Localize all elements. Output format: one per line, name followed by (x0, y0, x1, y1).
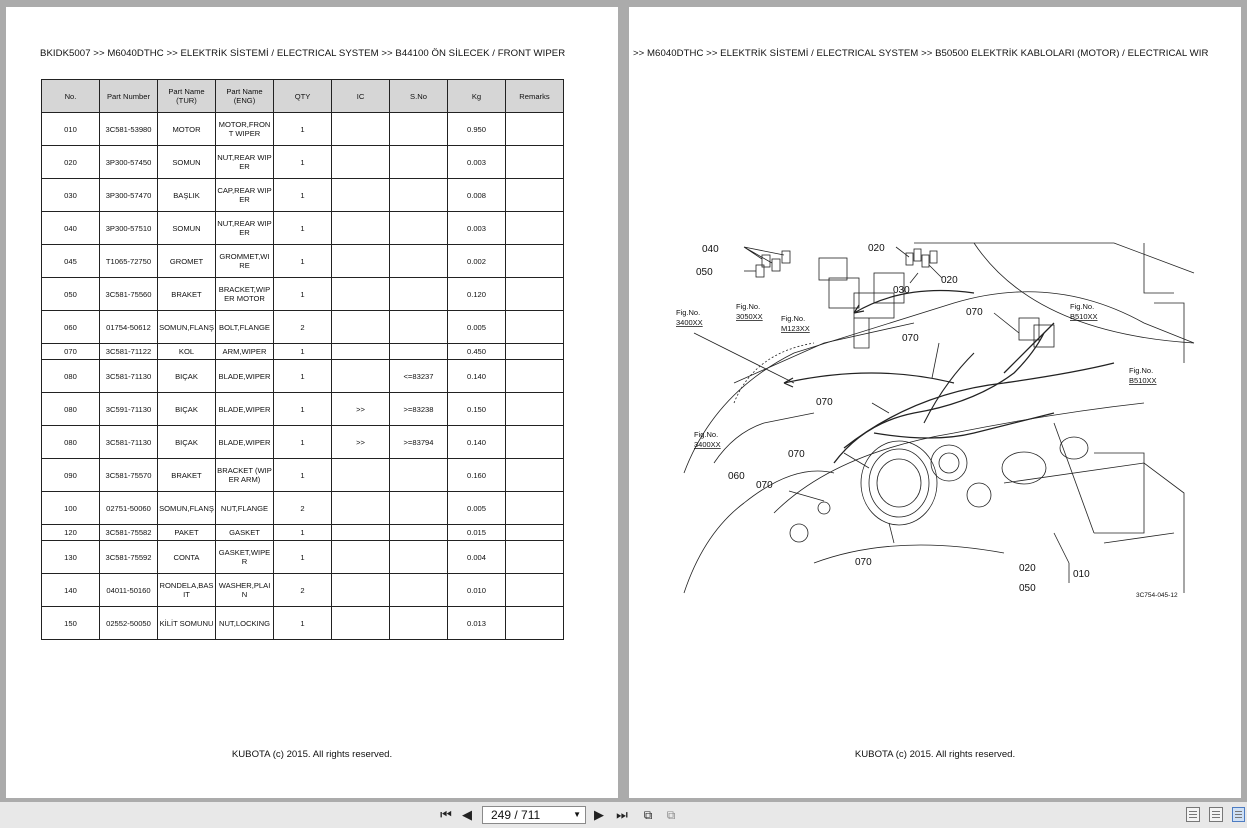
table-cell-eng: BRACKET (WIPER ARM) (216, 459, 274, 492)
table-cell-qty: 1 (274, 113, 332, 146)
callout-label: 070 (855, 557, 872, 568)
table-cell-ic (332, 212, 390, 245)
figure-code: 3C754-045-12 (1136, 592, 1178, 599)
table-cell-kg: 0.160 (448, 459, 506, 492)
table-cell-part: 04011-50160 (100, 574, 158, 607)
table-cell-part: 3P300-57450 (100, 146, 158, 179)
svg-text:Fig.No.: Fig.No. (1070, 302, 1095, 311)
table-cell-part: 3C581-53980 (100, 113, 158, 146)
table-cell-kg: 0.140 (448, 426, 506, 459)
table-cell-tur: SOMUN,FLANŞ (158, 492, 216, 525)
table-row (42, 311, 564, 344)
table-cell-ic (332, 459, 390, 492)
table-cell-ic (332, 179, 390, 212)
table-row (42, 525, 564, 541)
callout-label: 050 (696, 267, 713, 278)
table-cell-sno (390, 278, 448, 311)
last-page-icon[interactable]: ⏭ (616, 807, 628, 822)
table-cell-rem (506, 426, 564, 459)
table-cell-part: 3C581-71130 (100, 360, 158, 393)
table-cell-no: 030 (42, 179, 100, 212)
table-cell-sno (390, 344, 448, 360)
table-cell-sno: <=83237 (390, 360, 448, 393)
table-cell-part: 3C581-75570 (100, 459, 158, 492)
table-row (42, 426, 564, 459)
column-header: Part Name (TUR) (158, 80, 216, 113)
table-cell-eng: GASKET (216, 525, 274, 541)
svg-text:Fig.No.: Fig.No. (736, 302, 761, 311)
next-page-icon[interactable]: ▶ (594, 807, 604, 822)
table-cell-sno (390, 311, 448, 344)
table-row (42, 179, 564, 212)
table-cell-sno (390, 245, 448, 278)
right-page (629, 7, 1241, 798)
table-cell-kg: 0.450 (448, 344, 506, 360)
table-cell-kg: 0.150 (448, 393, 506, 426)
table-cell-rem (506, 459, 564, 492)
table-cell-part: 3P300-57470 (100, 179, 158, 212)
column-header: S.No (390, 80, 448, 113)
table-cell-no: 080 (42, 360, 100, 393)
table-cell-kg: 0.002 (448, 245, 506, 278)
table-cell-tur: RONDELA,BASIT (158, 574, 216, 607)
table-cell-kg: 0.013 (448, 607, 506, 640)
table-cell-tur: KOL (158, 344, 216, 360)
table-cell-no: 045 (42, 245, 100, 278)
table-cell-rem (506, 574, 564, 607)
table-cell-tur: SOMUN,FLANŞ (158, 311, 216, 344)
callout-label: 070 (966, 307, 983, 318)
table-cell-ic (332, 278, 390, 311)
table-cell-eng: NUT,FLANGE (216, 492, 274, 525)
table-cell-no: 080 (42, 426, 100, 459)
column-header: QTY (274, 80, 332, 113)
callout-label: 020 (1019, 563, 1036, 574)
table-cell-qty: 2 (274, 492, 332, 525)
table-row (42, 146, 564, 179)
two-page-view-icon[interactable] (1232, 807, 1245, 822)
table-cell-qty: 1 (274, 344, 332, 360)
breadcrumb: >> M6040DTHC >> ELEKTRİK SİSTEMİ / ELECTRICAL SYSTEM >> B50500 ELEKTRİK KABLOLARI (MOTOR) / ELECTRICAL WIR (633, 48, 1209, 59)
table-cell-eng: BOLT,FLANGE (216, 311, 274, 344)
table-cell-ic (332, 113, 390, 146)
table-cell-eng: ARM,WIPER (216, 344, 274, 360)
parts-table (41, 79, 564, 640)
table-cell-no: 070 (42, 344, 100, 360)
table-cell-ic (332, 541, 390, 574)
callout-label: 070 (788, 449, 805, 460)
table-cell-ic (332, 607, 390, 640)
table-cell-sno (390, 607, 448, 640)
copy-icon[interactable]: ⧉ (666, 808, 676, 822)
table-cell-kg: 0.004 (448, 541, 506, 574)
table-cell-qty: 2 (274, 311, 332, 344)
table-cell-kg: 0.003 (448, 146, 506, 179)
callout-label: 070 (756, 480, 773, 491)
table-cell-rem (506, 113, 564, 146)
table-cell-tur: BIÇAK (158, 360, 216, 393)
table-cell-tur: SOMUN (158, 146, 216, 179)
table-cell-eng: GASKET,WIPER (216, 541, 274, 574)
svg-text:B510XX: B510XX (1129, 376, 1157, 385)
column-header: Part Number (100, 80, 158, 113)
table-cell-tur: BRAKET (158, 459, 216, 492)
table-cell-rem (506, 607, 564, 640)
table-cell-eng: BLADE,WIPER (216, 426, 274, 459)
table-cell-rem (506, 311, 564, 344)
table-cell-sno (390, 525, 448, 541)
table-cell-tur: BRAKET (158, 278, 216, 311)
table-cell-sno (390, 492, 448, 525)
table-cell-sno (390, 146, 448, 179)
table-cell-eng: CAP,REAR WIPER (216, 179, 274, 212)
table-cell-tur: BIÇAK (158, 393, 216, 426)
copyright: KUBOTA (c) 2015. All rights reserved. (854, 749, 1016, 760)
table-cell-ic (332, 574, 390, 607)
table-cell-sno (390, 212, 448, 245)
table-cell-part: 02552-50050 (100, 607, 158, 640)
table-cell-rem (506, 541, 564, 574)
table-cell-ic: >> (332, 393, 390, 426)
table-cell-sno (390, 113, 448, 146)
column-header: IC (332, 80, 390, 113)
table-cell-part: 3C581-75560 (100, 278, 158, 311)
table-cell-ic (332, 344, 390, 360)
table-cell-sno: >=83238 (390, 393, 448, 426)
left-page (6, 7, 618, 798)
callout-label: 020 (868, 243, 885, 254)
table-row (42, 360, 564, 393)
table-row (42, 245, 564, 278)
svg-text:3050XX: 3050XX (736, 312, 763, 321)
table-cell-qty: 1 (274, 179, 332, 212)
table-cell-qty: 1 (274, 245, 332, 278)
table-cell-qty: 1 (274, 525, 332, 541)
table-cell-no: 040 (42, 212, 100, 245)
electrical-harness-diagram (674, 233, 1194, 599)
table-cell-ic (332, 146, 390, 179)
table-cell-no: 120 (42, 525, 100, 541)
table-cell-part: 02751-50060 (100, 492, 158, 525)
table-row (42, 492, 564, 525)
table-cell-part: 3C581-75582 (100, 525, 158, 541)
table-cell-tur: KİLİT SOMUNU (158, 607, 216, 640)
table-cell-rem (506, 245, 564, 278)
table-row (42, 459, 564, 492)
table-row (42, 113, 564, 146)
table-cell-part: 3C581-75592 (100, 541, 158, 574)
table-cell-no: 010 (42, 113, 100, 146)
table-cell-kg: 0.003 (448, 212, 506, 245)
table-cell-qty: 1 (274, 459, 332, 492)
table-cell-qty: 1 (274, 607, 332, 640)
table-cell-no: 080 (42, 393, 100, 426)
table-cell-sno (390, 541, 448, 574)
table-cell-qty: 1 (274, 393, 332, 426)
column-header: Kg (448, 80, 506, 113)
table-cell-qty: 1 (274, 360, 332, 393)
table-cell-eng: NUT,REAR WIPER (216, 146, 274, 179)
table-cell-kg: 0.010 (448, 574, 506, 607)
table-cell-no: 140 (42, 574, 100, 607)
table-cell-part: T1065-72750 (100, 245, 158, 278)
callout-label: 050 (1019, 583, 1036, 594)
table-cell-tur: CONTA (158, 541, 216, 574)
table-cell-eng: BLADE,WIPER (216, 393, 274, 426)
table-cell-sno: >=83794 (390, 426, 448, 459)
table-cell-part: 3P300-57510 (100, 212, 158, 245)
callout-label: 030 (893, 285, 910, 296)
table-cell-part: 01754-50612 (100, 311, 158, 344)
previous-page-icon[interactable]: ◀ (462, 807, 472, 822)
table-cell-eng: WASHER,PLAIN (216, 574, 274, 607)
table-cell-rem (506, 360, 564, 393)
table-cell-part: 3C581-71130 (100, 426, 158, 459)
table-cell-rem (506, 344, 564, 360)
svg-text:Fig.No.: Fig.No. (1129, 366, 1154, 375)
table-row (42, 574, 564, 607)
svg-text:M123XX: M123XX (781, 324, 810, 333)
table-cell-ic: >> (332, 426, 390, 459)
table-cell-no: 090 (42, 459, 100, 492)
table-cell-rem (506, 278, 564, 311)
column-header: No. (42, 80, 100, 113)
table-cell-kg: 0.140 (448, 360, 506, 393)
table-row (42, 393, 564, 426)
table-row (42, 212, 564, 245)
table-cell-qty: 1 (274, 278, 332, 311)
callout-label: 010 (1073, 569, 1090, 580)
table-cell-rem (506, 492, 564, 525)
single-page-view-icon[interactable] (1186, 807, 1200, 822)
export-icon[interactable]: ⧉ (643, 808, 653, 822)
continuous-view-icon[interactable] (1209, 807, 1223, 822)
table-cell-kg: 0.008 (448, 179, 506, 212)
svg-text:3400XX: 3400XX (676, 318, 703, 327)
table-cell-rem (506, 212, 564, 245)
table-cell-kg: 0.015 (448, 525, 506, 541)
table-cell-ic (332, 525, 390, 541)
table-cell-sno (390, 574, 448, 607)
table-cell-eng: BRACKET,WIPER MOTOR (216, 278, 274, 311)
table-cell-part: 3C581-71122 (100, 344, 158, 360)
callout-label: 040 (702, 244, 719, 255)
table-cell-tur: SOMUN (158, 212, 216, 245)
callout-label: 070 (816, 397, 833, 408)
table-cell-no: 020 (42, 146, 100, 179)
table-cell-kg: 0.005 (448, 492, 506, 525)
table-cell-eng: BLADE,WIPER (216, 360, 274, 393)
column-header: Remarks (506, 80, 564, 113)
chevron-down-icon: ▼ (573, 810, 581, 819)
table-cell-kg: 0.950 (448, 113, 506, 146)
table-row (42, 607, 564, 640)
table-cell-sno (390, 459, 448, 492)
table-cell-no: 100 (42, 492, 100, 525)
table-cell-eng: NUT,LOCKING (216, 607, 274, 640)
copyright: KUBOTA (c) 2015. All rights reserved. (231, 749, 393, 760)
table-cell-rem (506, 393, 564, 426)
table-cell-tur: BIÇAK (158, 426, 216, 459)
table-cell-kg: 0.120 (448, 278, 506, 311)
svg-text:3400XX: 3400XX (694, 440, 721, 449)
table-cell-no: 050 (42, 278, 100, 311)
table-cell-part: 3C591-71130 (100, 393, 158, 426)
navigation-toolbar (0, 802, 1247, 828)
svg-text:Fig.No.: Fig.No. (781, 314, 806, 323)
table-cell-qty: 1 (274, 541, 332, 574)
table-row (42, 541, 564, 574)
svg-text:Fig.No.: Fig.No. (676, 308, 701, 317)
table-cell-rem (506, 179, 564, 212)
page-select[interactable] (482, 806, 586, 824)
breadcrumb: BKIDK5007 >> M6040DTHC >> ELEKTRİK SİSTEMİ / ELECTRICAL SYSTEM >> B44100 ÖN SİLECEK / FRONT WIPER (40, 48, 566, 59)
table-cell-no: 150 (42, 607, 100, 640)
table-cell-tur: BAŞLIK (158, 179, 216, 212)
table-cell-tur: MOTOR (158, 113, 216, 146)
table-header-row (42, 80, 564, 113)
table-cell-tur: PAKET (158, 525, 216, 541)
table-cell-rem (506, 146, 564, 179)
table-cell-qty: 1 (274, 212, 332, 245)
table-row (42, 344, 564, 360)
table-cell-eng: MOTOR,FRONT WIPER (216, 113, 274, 146)
callout-label: 020 (941, 275, 958, 286)
table-cell-qty: 1 (274, 146, 332, 179)
table-cell-eng: NUT,REAR WIPER (216, 212, 274, 245)
first-page-icon[interactable]: ⏮ (440, 807, 452, 822)
table-cell-sno (390, 179, 448, 212)
svg-text:B510XX: B510XX (1070, 312, 1098, 321)
svg-text:Fig.No.: Fig.No. (694, 430, 719, 439)
callout-label: 070 (902, 333, 919, 344)
table-cell-ic (332, 360, 390, 393)
table-cell-rem (506, 525, 564, 541)
table-cell-qty: 1 (274, 426, 332, 459)
table-row (42, 278, 564, 311)
table-cell-ic (332, 311, 390, 344)
callout-label: 060 (728, 471, 745, 482)
table-cell-qty: 2 (274, 574, 332, 607)
table-cell-no: 060 (42, 311, 100, 344)
table-cell-kg: 0.005 (448, 311, 506, 344)
table-cell-ic (332, 245, 390, 278)
table-cell-no: 130 (42, 541, 100, 574)
table-cell-tur: GROMET (158, 245, 216, 278)
table-cell-eng: GROMMET,WIRE (216, 245, 274, 278)
page-indicator: 249 / 711 (491, 808, 541, 822)
table-cell-ic (332, 492, 390, 525)
column-header: Part Name (ENG) (216, 80, 274, 113)
